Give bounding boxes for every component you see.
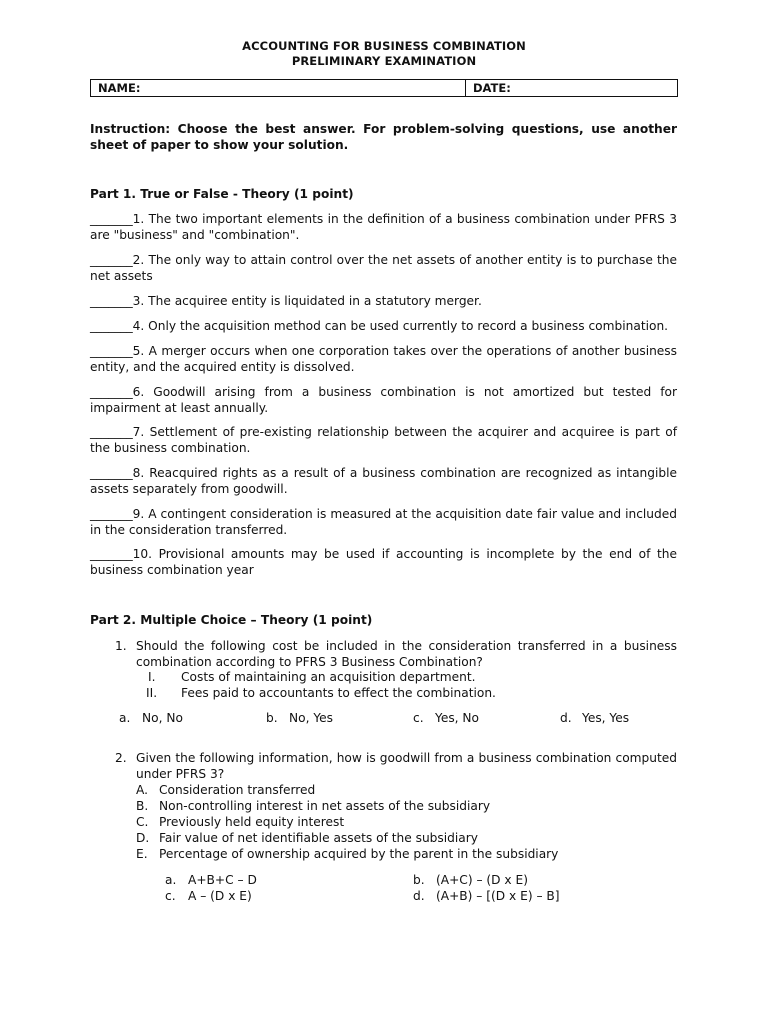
- q1-roman-text: Costs of maintaining an acquisition department.: [181, 670, 476, 684]
- q1-choice-label: c.: [413, 711, 424, 725]
- q1-choice-c[interactable]: Yes, No: [435, 711, 479, 725]
- q1-choice-label: b.: [266, 711, 278, 725]
- part1-heading: Part 1. True or False - Theory (1 point): [90, 187, 354, 201]
- tf-item: _______2. The only way to attain control over the net assets of another entity is to purchase the net assets: [90, 253, 677, 283]
- tf-item: _______3. The acquiree entity is liquidated in a statutory merger.: [90, 294, 482, 308]
- q2-choice-label: d.: [413, 889, 425, 903]
- q2-letter-text: Fair value of net identifiable assets of the subsidiary: [159, 831, 478, 845]
- q2-letter-text: Previously held equity interest: [159, 815, 345, 829]
- name-date-box: [90, 79, 678, 97]
- name-field[interactable]: NAME:: [91, 80, 466, 96]
- part2-heading: Part 2. Multiple Choice – Theory (1 point): [90, 613, 373, 627]
- exam-title: ACCOUNTING FOR BUSINESS COMBINATION: [242, 39, 526, 53]
- date-field[interactable]: DATE:: [473, 81, 511, 95]
- q1-roman-label: II.: [146, 686, 158, 700]
- q2-choice-label: c.: [165, 889, 176, 903]
- tf-item: _______4. Only the acquisition method can be used currently to record a business combination.: [90, 319, 669, 333]
- q2-text: Given the following information, how is goodwill from a business combination computed under PFRS 3?: [136, 751, 677, 781]
- tf-item: _______6. Goodwill arising from a business combination is not amortized but tested for impairment at least annually.: [90, 385, 677, 415]
- q2-number: 2.: [115, 751, 127, 765]
- q1-choice-b[interactable]: No, Yes: [289, 711, 333, 725]
- q2-choice-label: a.: [165, 873, 177, 887]
- q1-choice-label: a.: [119, 711, 131, 725]
- q2-choice-label: b.: [413, 873, 425, 887]
- q2-letter-label: D.: [136, 831, 150, 845]
- tf-item: _______9. A contingent consideration is measured at the acquisition date fair value and included in the consideration transferred.: [90, 507, 677, 537]
- q2-choice-d[interactable]: (A+B) – [(D x E) – B]: [436, 889, 560, 903]
- q1-choice-d[interactable]: Yes, Yes: [582, 711, 630, 725]
- q1-number: 1.: [115, 639, 127, 653]
- q1-choice-label: d.: [560, 711, 572, 725]
- instruction: Instruction: Choose the best answer. For problem-solving questions, use another sheet of paper to show your solution.: [90, 122, 677, 152]
- q2-choice-a[interactable]: A+B+C – D: [188, 873, 257, 887]
- q2-choice-b[interactable]: (A+C) – (D x E): [436, 873, 528, 887]
- q2-letter-text: Consideration transferred: [159, 783, 316, 797]
- tf-item: _______10. Provisional amounts may be used if accounting is incomplete by the end of the business combination year: [90, 547, 677, 577]
- q2-letter-label: A.: [136, 783, 148, 797]
- tf-item: _______1. The two important elements in the definition of a business combination under PFRS 3 are "business" and "combination".: [90, 212, 677, 242]
- tf-item: _______8. Reacquired rights as a result of a business combination are recognized as intangible assets separately from goodwill.: [90, 466, 677, 496]
- exam-subtitle: PRELIMINARY EXAMINATION: [291, 54, 477, 68]
- q1-choice-a[interactable]: No, No: [142, 711, 183, 725]
- q2-letter-text: Non-controlling interest in net assets of the subsidiary: [159, 799, 491, 813]
- q1-roman-label: I.: [148, 670, 156, 684]
- q2-choice-c[interactable]: A – (D x E): [188, 889, 252, 903]
- tf-item: _______5. A merger occurs when one corporation takes over the operations of another business entity, and the acquired entity is dissolved.: [90, 344, 677, 374]
- tf-item: _______7. Settlement of pre-existing relationship between the acquirer and acquiree is part of the business combination.: [90, 425, 677, 455]
- q1-roman-text: Fees paid to accountants to effect the combination.: [181, 686, 496, 700]
- q2-letter-label: E.: [136, 847, 148, 861]
- q2-letter-label: C.: [136, 815, 149, 829]
- q2-letter-text: Percentage of ownership acquired by the parent in the subsidiary: [159, 847, 559, 861]
- q2-letter-label: B.: [136, 799, 149, 813]
- q1-text: Should the following cost be included in the consideration transferred in a business combination according to PFRS 3 Business Combination?: [136, 639, 677, 669]
